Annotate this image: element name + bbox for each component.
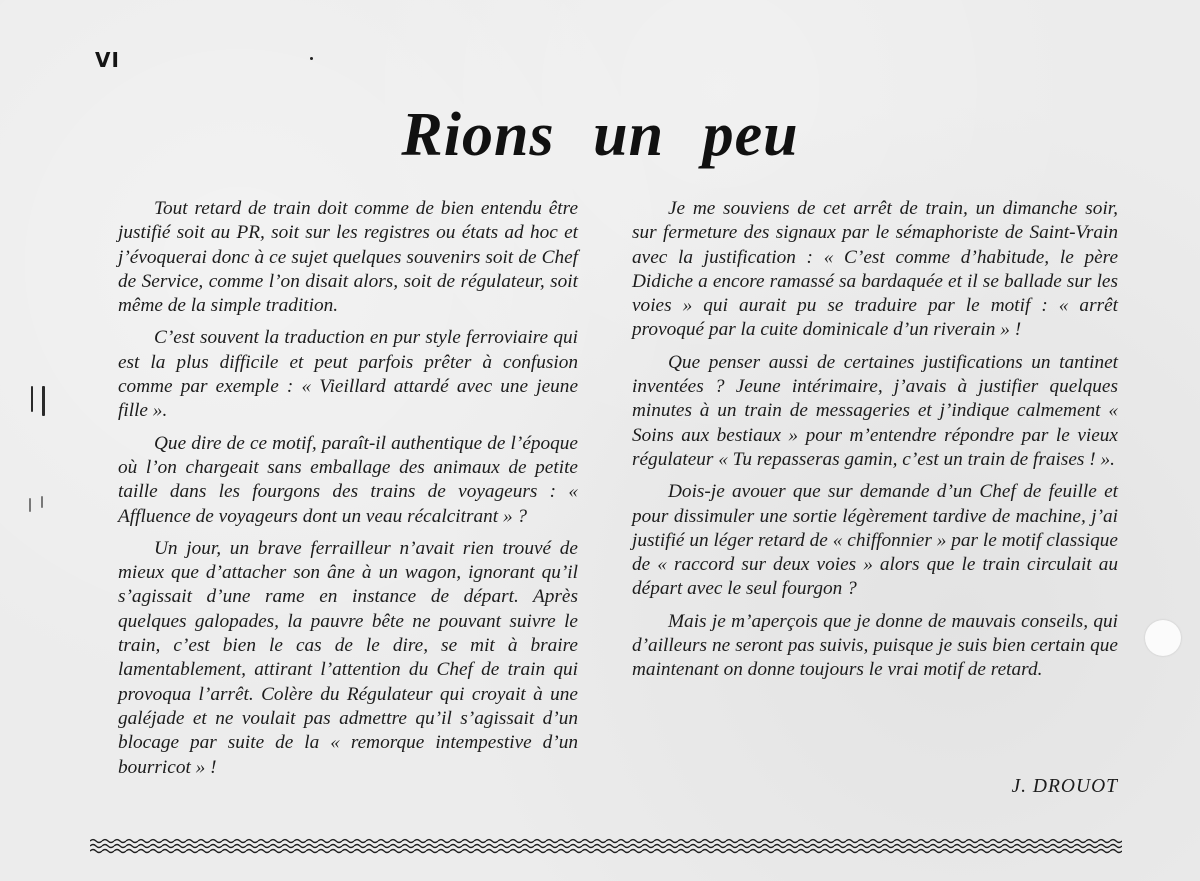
left-column	[118, 197, 578, 788]
paragraph: Tout retard de train doit comme de bien entendu être justifié soit au PR, soit sur les registres ou états ad hoc et j’évoquerai donc à ce sujet quelques souvenirs soit de Chef de Service, comme l’on disait alors, soit de régulateur, soit même de la simple tradition.	[118, 198, 578, 317]
wave-pattern	[90, 836, 1122, 856]
article-title: Rions un peu	[401, 101, 799, 169]
paragraph: C’est souvent la traduction en pur style ferroviaire qui est la plus difficile et peut parfois prêter à confusion comme par exemple : « Vieillard attardé avec une jeune fille ».	[118, 327, 578, 422]
margin-mark	[41, 496, 43, 508]
paragraph: Que dire de ce motif, paraît-il authentique de l’époque où l’on chargeait sans emballage des animaux de petite taille dans les fourgons des trains de voyageurs : « Affluence de voyageurs dont un veau récalcitrant » ?	[118, 432, 578, 527]
right-column	[632, 197, 1118, 691]
margin-mark	[29, 498, 31, 512]
author-signature: J. DROUOT	[1011, 776, 1118, 797]
wavy-divider-rule	[90, 836, 1122, 856]
ink-speck	[310, 57, 313, 60]
paragraph: Que penser aussi de certaines justifications un tantinet inventées ? Jeune intérimaire, j’avais à justifier quelques minutes à un train de messageries et j’indique calmement « Soins aux bestiaux » pour m’entendre répondre par le vieux régulateur « Tu repasseras gamin, c’est un train de fraises ! ».	[632, 351, 1118, 470]
paragraph: Dois-je avouer que sur demande d’un Chef de feuille et pour dissimuler une sortie légèrement tardive de machine, j’ai justifié un léger retard de « chiffonnier » par le motif classique de « raccord sur deux voies » alors que le train circulait au départ avec le seul fourgon ?	[632, 481, 1118, 600]
margin-mark	[42, 386, 45, 416]
paragraph: Je me souviens de cet arrêt de train, un dimanche soir, sur fermeture des signaux par le sémaphoriste de Saint-Vrain avec la justification : « C’est comme d’habitude, le père Didiche a encore ramassé sa bardaquée et il se ballade sur les voies » qui aurait pu se traduire par le motif : « arrêt provoqué par la cuite dominicale d’un riverain » !	[632, 198, 1118, 341]
punch-hole	[1145, 620, 1181, 656]
page-number: VI	[95, 48, 120, 72]
paragraph: Un jour, un brave ferrailleur n’avait rien trouvé de mieux que d’attacher son âne à un wagon, ignorant qu’il s’agissait d’une rame en instance de départ. Après quelques galopades, la pauvre bête ne pouvant suivre le train, c’est bien le cas de le dire, se mit à braire lamentablement, attirant l’attention du Chef de train qui provoqua l’arrêt. Colère du Régulateur qui croyait à une galéjade et ne voulait pas admettre qu’il s’agissait d’un blocage par suite de la « remorque intempestive d’un bourricot » !	[118, 537, 578, 778]
margin-mark	[31, 386, 33, 412]
paragraph: Mais je m’aperçois que je donne de mauvais conseils, qui d’ailleurs ne seront pas suivis, puisque je suis bien certain que maintenant on donne toujours le vrai motif de retard.	[632, 610, 1118, 681]
